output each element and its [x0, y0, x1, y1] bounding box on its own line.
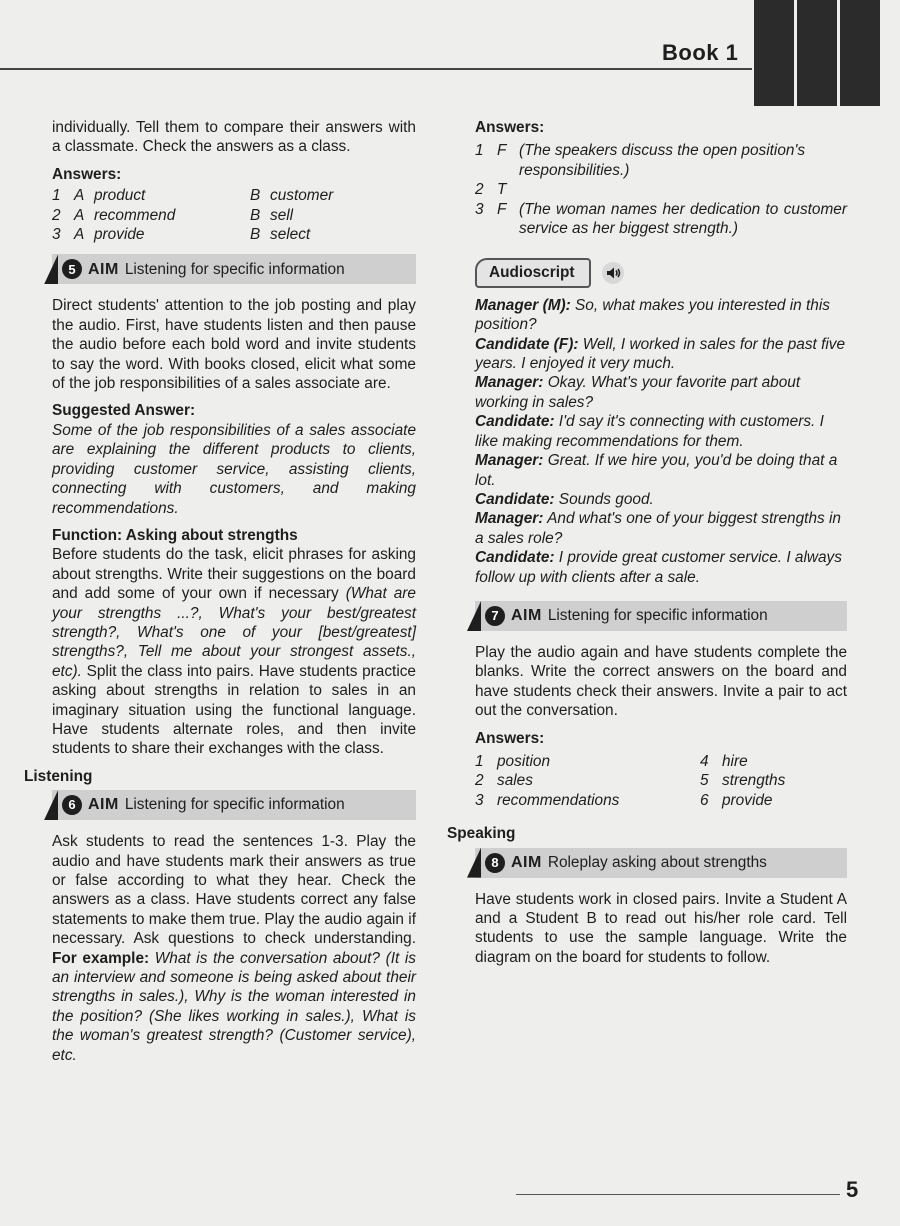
tf-mark: T [497, 181, 507, 199]
intro-text: individually. Tell them to compare their answers with a classmate. Check the answers as a class. [52, 119, 416, 156]
tf-num: 1 [475, 142, 484, 160]
tf-text: (The woman names her dedication to customer service as her biggest strength.) [519, 200, 847, 238]
page-number: 5 [846, 1177, 859, 1202]
answers-heading: Answers: [52, 165, 122, 183]
aim-6-text: Ask students to read the sentences 1-3. Play the audio and have students mark their answers as true or false according to what they hear. Check the answers as a class. Have students correct any false statements to make them true. Play the audio again if necessary. Ask questions to check understanding. [52, 833, 416, 948]
footer-rule [516, 1194, 840, 1195]
answers-list [52, 186, 416, 244]
answer-row [700, 752, 785, 771]
example-text: What is the conversation about? (It is an interview and someone is being asked about their strengths in sales.), Why is the woman interested in the position? (She likes working in sales.), What is the woman's greatest strength? (Customer service), etc. [52, 949, 416, 1064]
answer-num: 5 [700, 772, 709, 790]
aim-number-badge: 6 [62, 795, 82, 815]
answer-row [475, 791, 700, 810]
blank-answers [475, 752, 847, 810]
aim-title: Listening for specific information [124, 260, 345, 278]
header-bar [754, 0, 794, 106]
answer-text: product [94, 187, 146, 205]
tf-row [475, 141, 847, 180]
script-speaker: Candidate: [475, 490, 555, 508]
script-line [475, 509, 847, 548]
answer-text: recommendations [497, 791, 620, 809]
aim-5-header [52, 254, 416, 284]
aim-number-badge: 7 [485, 606, 505, 626]
aim-word: AIM [88, 260, 119, 278]
aim-word: AIM [88, 796, 119, 814]
script-speaker: Candidate (F): [475, 335, 579, 353]
aim-title: Listening for specific information [547, 607, 768, 625]
answers-col-2 [700, 752, 785, 810]
tf-answers-list [475, 141, 847, 238]
tf-mark: F [497, 142, 507, 160]
script-line [475, 373, 847, 412]
script-line [475, 296, 847, 335]
tf-num: 3 [475, 200, 484, 218]
aim-7-body: Play the audio again and have students complete the blanks. Write the correct answers on the board and have students check their answers. Invite a pair to act out the conversation. [475, 643, 847, 720]
script-text: So, what makes you interested in this position? [475, 296, 830, 334]
aim-tab [467, 601, 481, 631]
answer-text: provide [94, 226, 145, 244]
listening-section-title: Listening [24, 767, 93, 785]
script-text: Sounds good. [554, 490, 654, 508]
header-bar [797, 0, 837, 106]
answer-option: B [250, 206, 261, 224]
answer-text: sales [497, 772, 533, 790]
script-text: Well, I worked in sales for the past five years. I enjoyed it very much. [475, 335, 846, 373]
header-bar [840, 0, 880, 106]
header-rule [0, 68, 752, 70]
aim-number-badge: 8 [485, 853, 505, 873]
answer-row [700, 771, 785, 790]
aim-title: Roleplay asking about strengths [547, 853, 767, 871]
aim-word: AIM [511, 607, 542, 625]
audioscript-header [475, 258, 847, 287]
answer-row [475, 771, 700, 790]
speaking-section-title: Speaking [447, 825, 516, 843]
suggested-answer: Some of the job responsibilities of a sales associate are explaining the different products to clients, providing customer service, assisting clients, connecting with customers, and making recommendations. [52, 421, 416, 517]
answer-text: sell [270, 206, 294, 224]
answers-heading: Answers: [475, 119, 545, 136]
answer-num: 6 [700, 791, 709, 809]
answer-option: A [74, 226, 85, 244]
answer-text: hire [722, 752, 748, 770]
script-line [475, 335, 847, 374]
tf-text [519, 180, 847, 199]
tf-mark: F [497, 200, 507, 218]
answer-row [700, 791, 785, 810]
script-text: I'd say it's connecting with customers. I like making recommendations for them. [475, 413, 824, 450]
function-body [52, 545, 416, 758]
tf-num: 2 [475, 181, 484, 199]
script-text: Great. If we hire you, you'd be doing that a lot. [475, 452, 838, 489]
answer-text: provide [722, 791, 773, 809]
aim-number-badge: 5 [62, 259, 82, 279]
function-examples: (What are your strengths ...?, What's your best/greatest strength?, What's one of your [best/greatest] strengths?, Tell me about your strongest assets., etc). [52, 585, 416, 680]
aim-8-body: Have students work in closed pairs. Invite a Student A and a Student B to read out his/her role card. Tell students to use the sample language. Write the diagram on the board for students to follow. [475, 890, 847, 966]
aim-tab [44, 254, 58, 284]
answers-heading: Answers: [475, 729, 545, 747]
answer-num: 1 [52, 187, 61, 205]
answer-num: 2 [475, 772, 484, 790]
tf-row [475, 200, 847, 239]
answer-option: A [74, 206, 85, 224]
script-text: Okay. What's your favorite part about working in sales? [475, 374, 801, 411]
script-text: And what's one of your biggest strengths in a sales role? [475, 510, 841, 547]
aim-tab [44, 790, 58, 820]
audioscript-label: Audioscript [475, 258, 591, 287]
script-speaker: Manager: [475, 452, 544, 470]
left-column [24, 118, 416, 1065]
script-line [475, 490, 847, 509]
answer-num: 3 [52, 226, 61, 244]
script-speaker: Candidate: [475, 413, 555, 431]
suggested-answer-heading: Suggested Answer: [52, 402, 196, 420]
answer-num: 1 [475, 752, 484, 770]
example-label: For example: [52, 949, 150, 967]
answer-option: B [250, 187, 261, 205]
function-text: Before students do the task, elicit phrases for asking about strengths. Write their suggestions on the board and add some of your own if necessary [52, 546, 416, 603]
script-speaker: Candidate: [475, 549, 555, 567]
right-column [447, 118, 847, 967]
answer-option: A [74, 187, 85, 205]
aim-6-header [52, 790, 416, 820]
script-speaker: Manager (M): [475, 296, 571, 314]
answer-text: select [270, 226, 311, 244]
answer-text: customer [270, 187, 334, 205]
script-line [475, 451, 847, 490]
script-speaker: Manager: [475, 510, 544, 528]
function-text: Split the class into pairs. Have students practice asking about strengths in relation to sales in an imaginary situation using the functional language. Have students alternate roles, and then invite students to share their exchanges with the class. [52, 662, 416, 758]
aim-tab [467, 848, 481, 878]
tf-text: (The speakers discuss the open position's responsibilities.) [519, 142, 806, 179]
answer-num: 3 [475, 791, 484, 809]
answer-num: 2 [52, 206, 61, 224]
answer-row [52, 225, 416, 244]
audioscript [475, 296, 847, 587]
answer-option: B [250, 226, 261, 244]
script-line [475, 548, 847, 587]
speaker-icon[interactable] [601, 261, 625, 285]
aim-8-header [475, 848, 847, 878]
aim-5-body: Direct students' attention to the job posting and play the audio. First, have students listen and then pause the audio before each bold word and invite students to say the word. With books closed, elicit what some of the job responsibilities of a sales associate are. [52, 297, 416, 393]
answer-text: recommend [94, 206, 176, 224]
aim-word: AIM [511, 853, 542, 871]
function-heading: Function: Asking about strengths [52, 526, 298, 544]
answer-row [52, 206, 416, 225]
script-speaker: Manager: [475, 374, 544, 392]
answers-col-1 [475, 752, 700, 810]
aim-title: Listening for specific information [124, 796, 345, 814]
script-line [475, 412, 847, 451]
answer-row [52, 186, 416, 205]
book-label: Book 1 [662, 40, 739, 65]
answer-text: strengths [722, 772, 786, 790]
answer-text: position [497, 752, 551, 770]
answer-row [475, 752, 700, 771]
aim-6-body [52, 832, 416, 1065]
script-text: I provide great customer service. I always follow up with clients after a sale. [475, 549, 842, 586]
answer-num: 4 [700, 752, 709, 770]
aim-7-header [475, 601, 847, 631]
tf-row [475, 180, 847, 199]
